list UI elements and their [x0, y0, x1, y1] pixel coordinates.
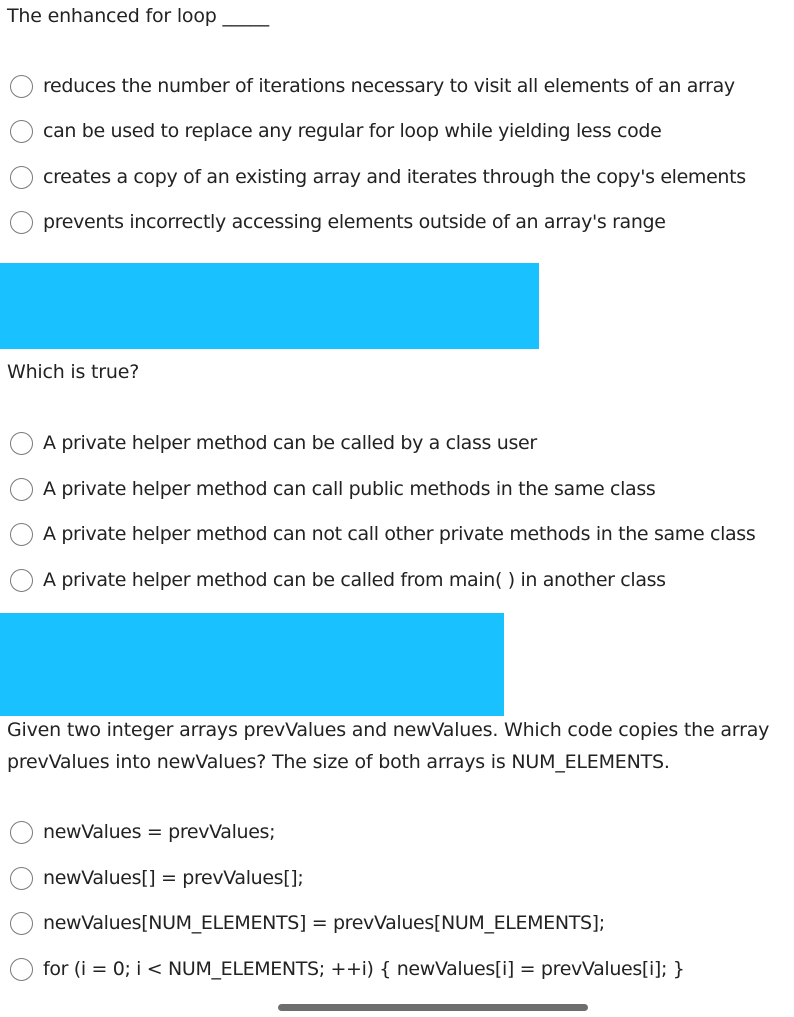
q1-option-c[interactable]: [10, 162, 746, 192]
option-label: A private helper method can be called from main( ) in another class: [43, 569, 666, 591]
q2-option-d[interactable]: [10, 565, 666, 595]
radio-button[interactable]: [10, 478, 33, 501]
q3-option-d[interactable]: [10, 954, 684, 984]
radio-button[interactable]: [10, 958, 33, 981]
q3-option-a[interactable]: [10, 817, 275, 847]
q3-option-b[interactable]: [10, 863, 303, 893]
q1-option-d[interactable]: [10, 207, 666, 237]
radio-button[interactable]: [10, 211, 33, 234]
q2-option-c[interactable]: [10, 519, 755, 549]
question-1-prompt: The enhanced for loop _____: [7, 5, 269, 27]
q2-option-a[interactable]: [10, 428, 537, 458]
radio-button[interactable]: [10, 166, 33, 189]
redaction-block: [0, 613, 504, 716]
option-label: newValues[NUM_ELEMENTS] = prevValues[NUM_ELEMENTS];: [43, 912, 605, 934]
radio-button[interactable]: [10, 432, 33, 455]
radio-button[interactable]: [10, 120, 33, 143]
radio-button[interactable]: [10, 75, 33, 98]
option-label: A private helper method can be called by a class user: [43, 432, 537, 454]
radio-button[interactable]: [10, 569, 33, 592]
option-label: A private helper method can not call other private methods in the same class: [43, 523, 756, 545]
home-indicator-bar: [278, 1004, 588, 1011]
option-label: newValues = prevValues;: [43, 821, 276, 843]
option-label: prevents incorrectly accessing elements outside of an array's range: [43, 211, 666, 233]
option-label: creates a copy of an existing array and iterates through the copy's elements: [43, 166, 746, 188]
question-3-prompt-line-2: prevValues into newValues? The size of both arrays is NUM_ELEMENTS.: [7, 751, 670, 773]
q1-option-a[interactable]: [10, 71, 735, 101]
q1-option-b[interactable]: [10, 116, 661, 146]
question-2-prompt: Which is true?: [7, 361, 140, 383]
radio-button[interactable]: [10, 912, 33, 935]
option-label: A private helper method can call public methods in the same class: [43, 478, 656, 500]
redaction-block: [0, 263, 539, 349]
radio-button[interactable]: [10, 821, 33, 844]
question-3-prompt-line-1: Given two integer arrays prevValues and newValues. Which code copies the array: [7, 719, 770, 741]
radio-button[interactable]: [10, 867, 33, 890]
option-label: reduces the number of iterations necessary to visit all elements of an array: [43, 75, 735, 97]
option-label: can be used to replace any regular for loop while yielding less code: [43, 120, 662, 142]
q3-option-c[interactable]: [10, 908, 605, 938]
radio-button[interactable]: [10, 523, 33, 546]
q2-option-b[interactable]: [10, 474, 655, 504]
option-label: newValues[] = prevValues[];: [43, 867, 304, 889]
option-label: for (i = 0; i < NUM_ELEMENTS; ++i) { newValues[i] = prevValues[i]; }: [43, 958, 685, 980]
